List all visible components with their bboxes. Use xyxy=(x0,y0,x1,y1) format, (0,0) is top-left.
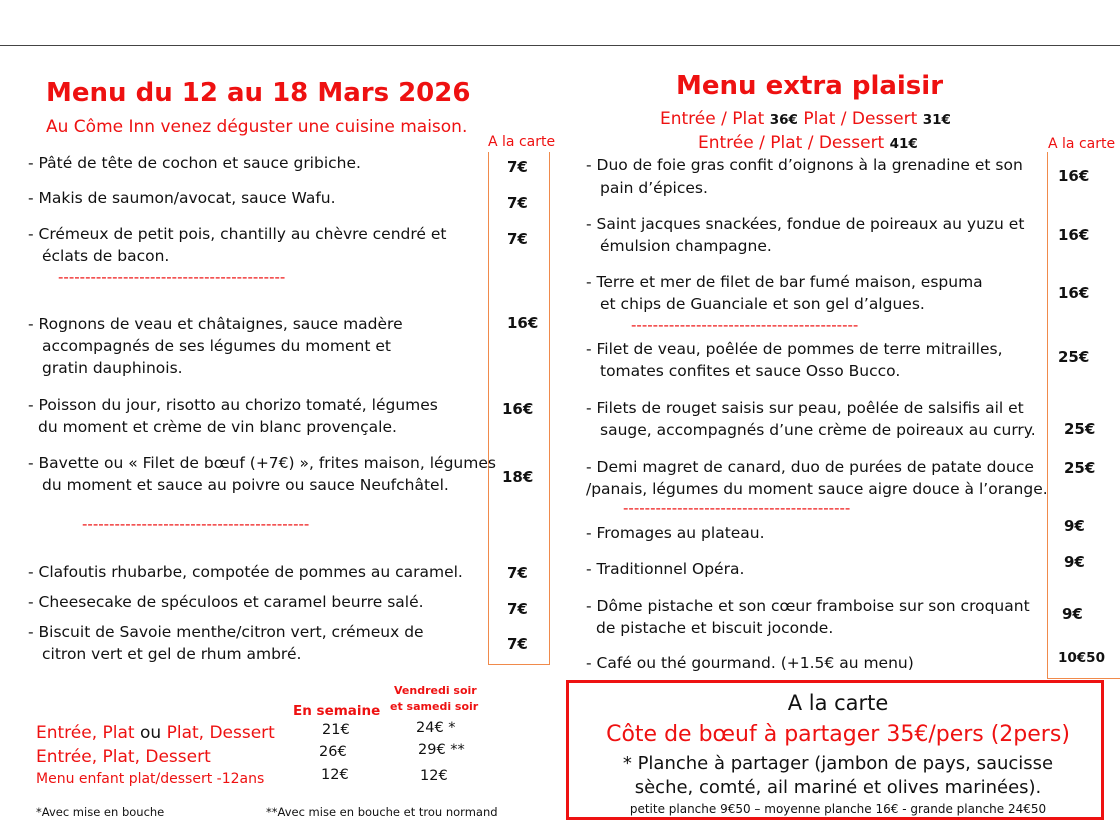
menu-item-price: 7€ xyxy=(507,635,528,653)
menu-item: - Fromages au plateau. xyxy=(586,524,765,542)
menu-item-price: 16€ xyxy=(1058,226,1090,244)
menu-item-price: 18€ xyxy=(502,468,534,486)
separator: ------------------------------------------ xyxy=(631,316,859,334)
formule-row-1-label: Entrée, Plat ou Plat, Dessert xyxy=(36,723,275,743)
box-planche-prices: petite planche 9€50 – moyenne planche 16€ - grande planche 24€50 xyxy=(629,802,1047,816)
box-planche-line2: sèche, comté, ail mariné et olives marinées). xyxy=(634,777,1042,798)
footnote-2: **Avec mise en bouche et trou normand xyxy=(266,805,498,819)
menu-item-price: 16€ xyxy=(502,400,534,418)
menu-item-price: 7€ xyxy=(507,194,528,212)
col-semaine-header: En semaine xyxy=(293,703,381,719)
col-weekend-header-1: Vendredi soir xyxy=(394,684,477,697)
menu-item: - Filets de rouget saisis sur peau, poêlée de salsifis ail et xyxy=(586,399,1024,417)
menu-item-line2: sauge, accompagnés d’une crème de poireaux au curry. xyxy=(600,421,1036,439)
menu-item: - Crémeux de petit pois, chantilly au chèvre cendré et xyxy=(28,225,447,243)
menu-item: - Terre et mer de filet de bar fumé maison, espuma xyxy=(586,273,983,291)
right-menu-line2: Entrée / Plat / Dessert 41€ xyxy=(698,133,918,153)
menu-item: - Saint jacques snackées, fondue de poireaux au yuzu et xyxy=(586,215,1025,233)
box-title: A la carte xyxy=(787,691,889,715)
menu-item: - Dôme pistache et son cœur framboise sur son croquant xyxy=(586,597,1030,615)
left-carte-label: A la carte xyxy=(488,134,556,150)
menu-item-line2: citron vert et gel de rhum ambré. xyxy=(42,645,302,663)
menu-item-price: 7€ xyxy=(507,564,528,582)
menu-item: - Clafoutis rhubarbe, compotée de pommes au caramel. xyxy=(28,563,463,581)
menu-item: - Poisson du jour, risotto au chorizo tomaté, légumes xyxy=(28,396,438,414)
menu-item-price: 16€ xyxy=(1058,284,1090,302)
menu-item: - Traditionnel Opéra. xyxy=(586,560,745,578)
menu-item-line2: tomates confites et sauce Osso Bucco. xyxy=(600,362,901,380)
menu-item: - Café ou thé gourmand. (+1.5€ au menu) xyxy=(586,654,914,672)
a-la-carte-box xyxy=(566,680,1104,820)
menu-item: - Filet de veau, poêlée de pommes de terre mitrailles, xyxy=(586,340,1003,358)
menu-item-price: 7€ xyxy=(507,158,528,176)
top-rule xyxy=(0,45,1120,46)
left-menu-title: Menu du 12 au 18 Mars 2026 xyxy=(46,78,471,108)
menu-item-line2: et chips de Guanciale et son gel d’algues. xyxy=(600,295,925,313)
menu-item-line2: du moment et sauce au poivre ou sauce Neufchâtel. xyxy=(42,476,449,494)
menu-item-price: 16€ xyxy=(1058,167,1090,185)
separator: ------------------------------------------ xyxy=(623,499,851,517)
right-menu-title: Menu extra plaisir xyxy=(676,71,944,101)
menu-item-line3: gratin dauphinois. xyxy=(42,359,183,377)
menu-item-line2: éclats de bacon. xyxy=(42,247,170,265)
menu-item-line2: du moment et crème de vin blanc provençale. xyxy=(38,418,397,436)
menu-item: - Rognons de veau et châtaignes, sauce madère xyxy=(28,315,403,333)
menu-item-price: 7€ xyxy=(507,600,528,618)
formule-row-3-label: Menu enfant plat/dessert -12ans xyxy=(36,771,265,787)
formule-row-2-weekend: 29€ ** xyxy=(418,742,465,758)
menu-item: - Pâté de tête de cochon et sauce gribiche. xyxy=(28,154,361,172)
menu-item: - Duo de foie gras confit d’oignons à la grenadine et son xyxy=(586,156,1023,174)
left-menu-subtitle: Au Côme Inn venez déguster une cuisine maison. xyxy=(46,117,468,137)
menu-item-price: 10€50 xyxy=(1058,650,1105,666)
footnote-1: *Avec mise en bouche xyxy=(36,805,165,819)
menu-item-price: 9€ xyxy=(1064,517,1085,535)
separator: ------------------------------------------ xyxy=(82,515,310,533)
menu-item: - Demi magret de canard, duo de purées de patate douce xyxy=(586,458,1034,476)
menu-item: - Biscuit de Savoie menthe/citron vert, crémeux de xyxy=(28,623,424,641)
formule-row-2-semaine: 26€ xyxy=(319,744,347,760)
menu-item-price: 9€ xyxy=(1064,553,1085,571)
formule-row-3-weekend: 12€ xyxy=(420,768,448,784)
separator: ------------------------------------------ xyxy=(58,268,286,286)
menu-item: - Cheesecake de spéculoos et caramel beurre salé. xyxy=(28,593,424,611)
right-carte-label: A la carte xyxy=(1048,136,1116,152)
col-weekend-header-2: et samedi soir xyxy=(390,700,479,713)
box-cote-de-boeuf: Côte de bœuf à partager 35€/pers (2pers) xyxy=(606,722,1070,747)
formule-row-3-semaine: 12€ xyxy=(321,767,349,783)
menu-item-price: 25€ xyxy=(1058,348,1090,366)
menu-item-line2: pain d’épices. xyxy=(600,179,708,197)
menu-item-line2: accompagnés de ses légumes du moment et xyxy=(42,337,391,355)
menu-item-price: 7€ xyxy=(507,230,528,248)
formule-row-1-weekend: 24€ * xyxy=(416,720,456,736)
formule-row-1-semaine: 21€ xyxy=(322,722,350,738)
right-menu-line1: Entrée / Plat 36€ Plat / Dessert 31€ xyxy=(660,109,951,129)
menu-item: - Bavette ou « Filet de bœuf (+7€) », frites maison, légumes xyxy=(28,454,496,472)
menu-item-line2: /panais, légumes du moment sauce aigre douce à l’orange. xyxy=(586,480,1048,498)
menu-item: - Makis de saumon/avocat, sauce Wafu. xyxy=(28,189,336,207)
box-planche-line1: * Planche à partager (jambon de pays, saucisse xyxy=(622,753,1054,774)
menu-item-price: 25€ xyxy=(1064,420,1096,438)
menu-item-price: 25€ xyxy=(1064,459,1096,477)
menu-item-price: 16€ xyxy=(507,314,539,332)
menu-item-line2: de pistache et biscuit joconde. xyxy=(596,619,834,637)
menu-item-price: 9€ xyxy=(1062,605,1083,623)
menu-item-line2: émulsion champagne. xyxy=(600,237,772,255)
formule-row-2-label: Entrée, Plat, Dessert xyxy=(36,747,211,767)
